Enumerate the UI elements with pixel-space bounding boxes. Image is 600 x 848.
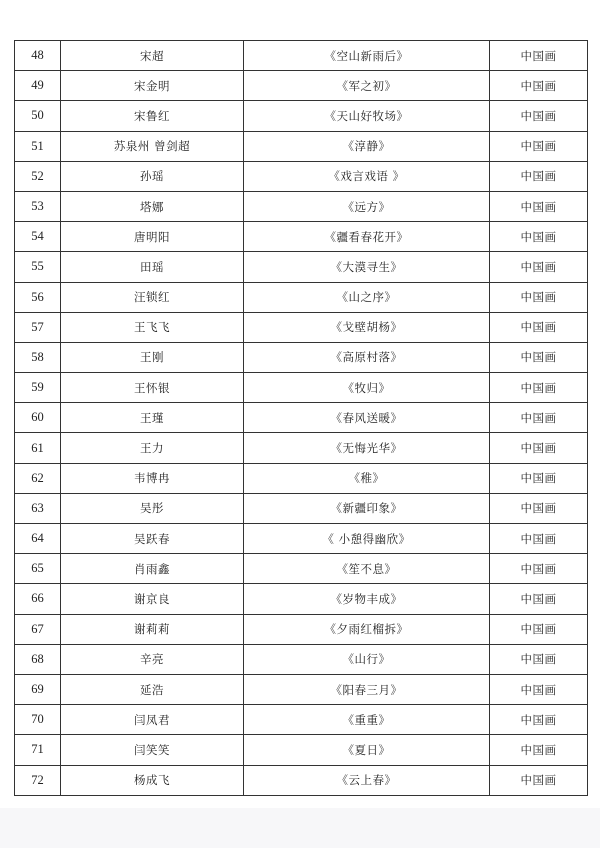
- artist-name: 汪锁红: [61, 282, 244, 312]
- artwork-category: 中国画: [490, 41, 588, 71]
- row-number: 53: [15, 191, 61, 221]
- table-row: [15, 373, 588, 403]
- artist-name: 宋鲁红: [61, 101, 244, 131]
- row-number: 68: [15, 644, 61, 674]
- artist-name: 闫笑笑: [61, 735, 244, 765]
- artist-name: 辛亮: [61, 644, 244, 674]
- row-number: 69: [15, 674, 61, 704]
- artwork-category: 中国画: [490, 674, 588, 704]
- artwork-title: 《天山好牧场》: [244, 101, 490, 131]
- artwork-category: 中国画: [490, 493, 588, 523]
- table-row: [15, 222, 588, 252]
- table-row: [15, 403, 588, 433]
- row-number: 54: [15, 222, 61, 252]
- artwork-title: 《疆看春花开》: [244, 222, 490, 252]
- table-row: [15, 614, 588, 644]
- artist-name: 吴彤: [61, 493, 244, 523]
- artwork-list-table: [14, 40, 588, 796]
- artist-name: 王力: [61, 433, 244, 463]
- artist-name: 延浩: [61, 674, 244, 704]
- table-row: [15, 463, 588, 493]
- table-row: [15, 312, 588, 342]
- artwork-category: 中国画: [490, 433, 588, 463]
- artwork-category: 中国画: [490, 191, 588, 221]
- artwork-title: 《远方》: [244, 191, 490, 221]
- artwork-category: 中国画: [490, 222, 588, 252]
- row-number: 71: [15, 735, 61, 765]
- artwork-category: 中国画: [490, 705, 588, 735]
- artwork-category: 中国画: [490, 554, 588, 584]
- artist-name: 王刚: [61, 342, 244, 372]
- artwork-title: 《云上春》: [244, 765, 490, 795]
- artwork-category: 中国画: [490, 342, 588, 372]
- artist-name: 宋超: [61, 41, 244, 71]
- artwork-title: 《戈壁胡杨》: [244, 312, 490, 342]
- table-row: [15, 131, 588, 161]
- row-number: 56: [15, 282, 61, 312]
- table-row: [15, 705, 588, 735]
- artwork-title: 《牧归》: [244, 373, 490, 403]
- page-bottom-margin: [0, 808, 600, 848]
- artwork-category: 中国画: [490, 161, 588, 191]
- artist-name: 田瑶: [61, 252, 244, 282]
- artist-name: 孙瑶: [61, 161, 244, 191]
- table-row: [15, 252, 588, 282]
- row-number: 60: [15, 403, 61, 433]
- artist-name: 谢京良: [61, 584, 244, 614]
- artist-name: 王怀银: [61, 373, 244, 403]
- table-row: [15, 524, 588, 554]
- artwork-category: 中国画: [490, 282, 588, 312]
- artwork-title: 《 小憩得幽欣》: [244, 524, 490, 554]
- table-row: [15, 493, 588, 523]
- table-row: [15, 342, 588, 372]
- row-number: 72: [15, 765, 61, 795]
- table-row: [15, 644, 588, 674]
- artwork-title: 《大漠寻生》: [244, 252, 490, 282]
- table-row: [15, 191, 588, 221]
- row-number: 49: [15, 71, 61, 101]
- artist-name: 吴跃春: [61, 524, 244, 554]
- artwork-title: 《空山新雨后》: [244, 41, 490, 71]
- table-row: [15, 433, 588, 463]
- artwork-title: 《岁物丰成》: [244, 584, 490, 614]
- row-number: 59: [15, 373, 61, 403]
- row-number: 62: [15, 463, 61, 493]
- table-row: [15, 282, 588, 312]
- artist-name: 苏泉州 曾剑超: [61, 131, 244, 161]
- row-number: 65: [15, 554, 61, 584]
- table-row: [15, 765, 588, 795]
- row-number: 48: [15, 41, 61, 71]
- artwork-title: 《稚》: [244, 463, 490, 493]
- artwork-category: 中国画: [490, 403, 588, 433]
- artwork-category: 中国画: [490, 765, 588, 795]
- artwork-category: 中国画: [490, 584, 588, 614]
- artwork-title: 《山之序》: [244, 282, 490, 312]
- artwork-category: 中国画: [490, 644, 588, 674]
- artist-name: 塔娜: [61, 191, 244, 221]
- artwork-category: 中国画: [490, 463, 588, 493]
- artwork-title: 《重重》: [244, 705, 490, 735]
- row-number: 61: [15, 433, 61, 463]
- row-number: 51: [15, 131, 61, 161]
- artwork-title: 《夕雨红榴拆》: [244, 614, 490, 644]
- artwork-category: 中国画: [490, 524, 588, 554]
- artwork-title: 《军之初》: [244, 71, 490, 101]
- artwork-category: 中国画: [490, 252, 588, 282]
- artist-name: 肖雨鑫: [61, 554, 244, 584]
- artwork-title: 《戏言戏语 》: [244, 161, 490, 191]
- row-number: 58: [15, 342, 61, 372]
- artist-name: 闫凤君: [61, 705, 244, 735]
- artwork-title: 《淳静》: [244, 131, 490, 161]
- artwork-title: 《笙不息》: [244, 554, 490, 584]
- table-row: [15, 674, 588, 704]
- artwork-title: 《春风送暖》: [244, 403, 490, 433]
- artist-name: 杨成飞: [61, 765, 244, 795]
- artist-name: 王瑾: [61, 403, 244, 433]
- row-number: 52: [15, 161, 61, 191]
- artist-name: 唐明阳: [61, 222, 244, 252]
- artist-name: 宋金明: [61, 71, 244, 101]
- row-number: 66: [15, 584, 61, 614]
- artwork-title: 《山行》: [244, 644, 490, 674]
- table-row: [15, 101, 588, 131]
- artwork-category: 中国画: [490, 373, 588, 403]
- table-row: [15, 584, 588, 614]
- artwork-title: 《夏日》: [244, 735, 490, 765]
- row-number: 63: [15, 493, 61, 523]
- row-number: 55: [15, 252, 61, 282]
- row-number: 64: [15, 524, 61, 554]
- artwork-list-body: [15, 41, 588, 796]
- artist-name: 谢莉莉: [61, 614, 244, 644]
- artwork-category: 中国画: [490, 101, 588, 131]
- row-number: 57: [15, 312, 61, 342]
- artwork-title: 《新疆印象》: [244, 493, 490, 523]
- artwork-category: 中国画: [490, 71, 588, 101]
- row-number: 67: [15, 614, 61, 644]
- artist-name: 王飞飞: [61, 312, 244, 342]
- table-row: [15, 161, 588, 191]
- table-row: [15, 554, 588, 584]
- row-number: 70: [15, 705, 61, 735]
- table-row: [15, 735, 588, 765]
- table-row: [15, 71, 588, 101]
- artwork-title: 《高原村落》: [244, 342, 490, 372]
- row-number: 50: [15, 101, 61, 131]
- artist-name: 韦博冉: [61, 463, 244, 493]
- artwork-category: 中国画: [490, 131, 588, 161]
- artwork-title: 《无悔光华》: [244, 433, 490, 463]
- artwork-category: 中国画: [490, 614, 588, 644]
- artwork-category: 中国画: [490, 312, 588, 342]
- artwork-category: 中国画: [490, 735, 588, 765]
- artwork-title: 《阳春三月》: [244, 674, 490, 704]
- table-row: [15, 41, 588, 71]
